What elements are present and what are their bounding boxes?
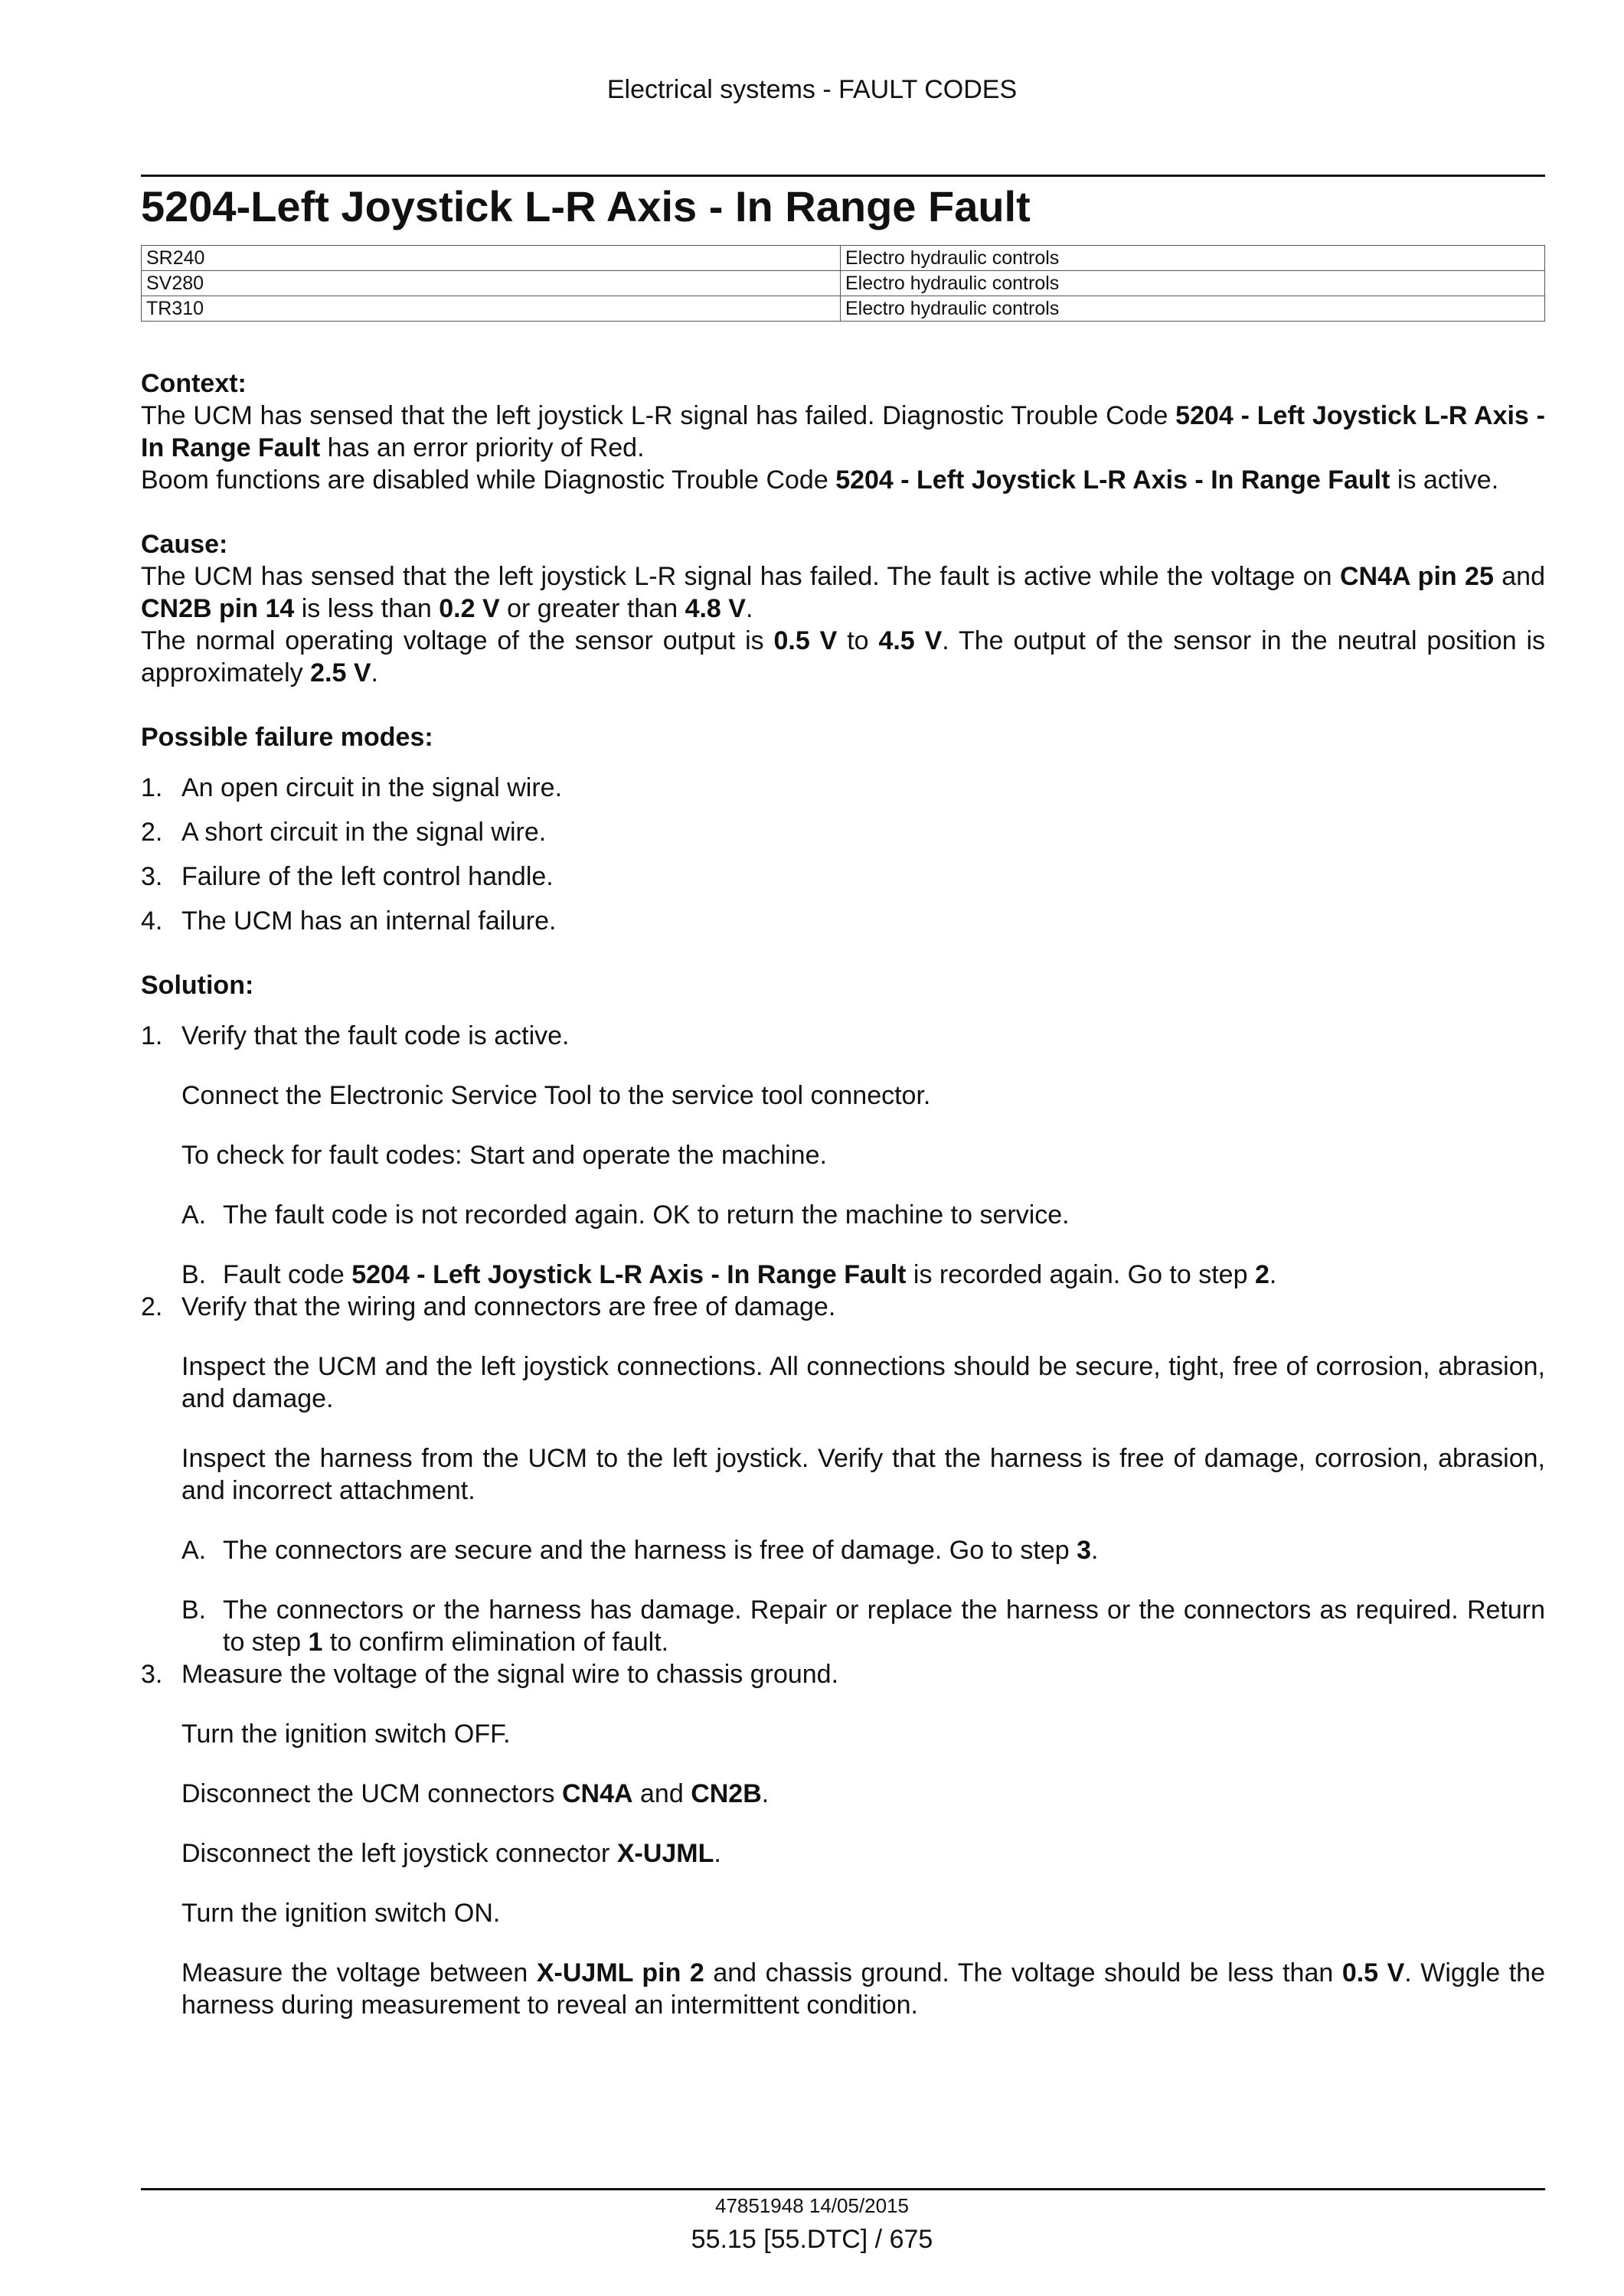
text-run: The UCM has sensed that the left joystick L-R signal has failed. The fault is active while the voltage on (141, 562, 1340, 591)
text-run: Disconnect the UCM connectors (181, 1779, 562, 1808)
context-paragraph (141, 400, 1545, 464)
text-run: . (745, 594, 753, 623)
text-run: is recorded again. Go to step (906, 1260, 1255, 1289)
sub-step (141, 1199, 1545, 1231)
sub-step-letter: A. (181, 1536, 207, 1565)
text-run: . (371, 658, 378, 687)
table-row (142, 296, 1545, 322)
sub-step (141, 1594, 1545, 1658)
fault-code-ref: 5204 - Left Joystick L-R Axis - In Range Fault (141, 401, 1545, 462)
voltage-value: 4.8 V (685, 594, 746, 623)
step-paragraph (141, 1778, 1545, 1810)
text-run: Disconnect the left joystick connector (181, 1839, 617, 1868)
sub-step-text: The fault code is not recorded again. OK to return the machine to service. (223, 1200, 1070, 1230)
failure-modes-heading: Possible failure modes: (141, 723, 433, 752)
list-item (141, 772, 1545, 804)
text-run: and chassis ground. The voltage should be less than (704, 1958, 1342, 1987)
model-cell: SR240 (142, 246, 841, 271)
footer-rule (141, 2188, 1545, 2190)
text-run: has an error priority of Red. (320, 433, 645, 462)
step-ref: 3 (1077, 1536, 1091, 1565)
text-run: . (714, 1839, 721, 1868)
system-cell: Electro hydraulic controls (841, 246, 1545, 271)
cause-heading: Cause: (141, 530, 228, 559)
solution-heading: Solution: (141, 971, 254, 1000)
step-paragraph: To check for fault codes: Start and operate the machine. (181, 1141, 827, 1170)
fault-code-ref: 5204 - Left Joystick L-R Axis - In Range Fault (351, 1260, 907, 1289)
text-run: Boom functions are disabled while Diagnostic Trouble Code (141, 465, 836, 495)
step-paragraph: Turn the ignition switch ON. (181, 1899, 501, 1928)
page-title: 5204-Left Joystick L-R Axis - In Range Fault (141, 182, 1031, 230)
connector-ref: CN2B (691, 1779, 762, 1808)
list-text: The UCM has an internal failure. (181, 906, 557, 936)
text-run: The normal operating voltage of the sensor output is (141, 626, 774, 655)
list-number: 4. (141, 906, 163, 936)
connector-ref: X-UJML (616, 1839, 714, 1868)
table-row (142, 246, 1545, 271)
step-ref: 1 (308, 1628, 323, 1657)
text-run: The UCM has sensed that the left joystick L-R signal has failed. Diagnostic Trouble Code (141, 401, 1176, 430)
running-header: Electrical systems - FAULT CODES (606, 75, 1018, 104)
step-text: Measure the voltage of the signal wire to chassis ground. (181, 1660, 839, 1689)
solution-step-1 (141, 1020, 1545, 1052)
voltage-value: 4.5 V (878, 626, 943, 655)
model-cell: SV280 (142, 271, 841, 296)
list-item (141, 816, 1545, 848)
step-paragraph: Inspect the UCM and the left joystick connections. All connections should be secure, tight, free of corrosion, abrasion, and damage. (181, 1352, 1545, 1413)
step-text: Verify that the wiring and connectors are free of damage. (181, 1292, 836, 1321)
context-paragraph (141, 464, 1545, 496)
step-paragraph: Inspect the harness from the UCM to the left joystick. Verify that the harness is free of damage, corrosion, abrasion, and incorrect attachment. (181, 1444, 1545, 1505)
sub-step-letter: B. (181, 1595, 207, 1625)
solution-step-3 (141, 1658, 1545, 1690)
model-cell: TR310 (142, 296, 841, 322)
solution-step-2 (141, 1291, 1545, 1323)
step-number: 3. (141, 1660, 163, 1689)
list-item (141, 905, 1545, 937)
voltage-value: 0.2 V (439, 594, 500, 623)
list-text: Failure of the left control handle. (181, 862, 554, 891)
pin-ref: X-UJML pin 2 (536, 1958, 704, 1987)
sub-step-letter: A. (181, 1200, 207, 1230)
step-text: Verify that the fault code is active. (181, 1021, 570, 1050)
list-number: 3. (141, 862, 163, 891)
text-run: . (1269, 1260, 1277, 1289)
list-text: A short circuit in the signal wire. (181, 818, 547, 847)
sub-step-letter: B. (181, 1260, 207, 1289)
system-cell: Electro hydraulic controls (841, 296, 1545, 322)
text-run: is less than (294, 594, 439, 623)
text-run: The connectors or the harness has damage. Repair or replace the harness or the connectors as required. Return to step (223, 1595, 1545, 1657)
text-run: . Wiggle the harness during measurement to reveal an intermittent condition. (181, 1958, 1546, 2020)
system-cell: Electro hydraulic controls (841, 271, 1545, 296)
text-run: and (632, 1779, 691, 1808)
text-run: is active. (1390, 465, 1499, 495)
list-text: An open circuit in the signal wire. (181, 773, 563, 802)
text-run: . The output of the sensor in the neutral position is approximately (141, 626, 1546, 687)
text-run: . (1091, 1536, 1099, 1565)
context-heading: Context: (141, 369, 247, 398)
voltage-value: 2.5 V (310, 658, 371, 687)
pin-ref: CN4A pin 25 (1339, 562, 1494, 591)
list-item (141, 861, 1545, 893)
document-body (141, 367, 1545, 2021)
fault-code-ref: 5204 - Left Joystick L-R Axis - In Range Fault (835, 465, 1390, 495)
voltage-value: 0.5 V (1341, 1958, 1405, 1987)
step-number: 1. (141, 1021, 163, 1050)
connector-ref: CN4A (561, 1779, 633, 1808)
text-run: or greater than (499, 594, 685, 623)
sub-step (141, 1259, 1545, 1291)
pin-ref: CN2B pin 14 (141, 594, 295, 623)
step-paragraph: Connect the Electronic Service Tool to the service tool connector. (181, 1081, 931, 1110)
step-number: 2. (141, 1292, 163, 1321)
text-run: Fault code (223, 1260, 352, 1289)
step-paragraph (141, 1837, 1545, 1870)
step-ref: 2 (1254, 1260, 1269, 1289)
voltage-value: 0.5 V (773, 626, 838, 655)
header-rule (141, 175, 1545, 177)
step-paragraph: Turn the ignition switch OFF. (181, 1720, 511, 1749)
text-run: to confirm elimination of fault. (322, 1628, 669, 1657)
model-table (141, 245, 1545, 322)
table-row (142, 271, 1545, 296)
text-run: and (1493, 562, 1545, 591)
text-run: The connectors are secure and the harness is free of damage. Go to step (223, 1536, 1077, 1565)
list-number: 2. (141, 818, 163, 847)
document-code: 47851948 14/05/2015 (714, 2194, 910, 2217)
page-number: 55.15 [55.DTC] / 675 (691, 2225, 933, 2254)
list-number: 1. (141, 773, 163, 802)
sub-step (141, 1534, 1545, 1566)
cause-paragraph (141, 560, 1545, 625)
text-run: . (761, 1779, 770, 1808)
cause-paragraph (141, 625, 1545, 689)
step-paragraph (141, 1957, 1545, 2021)
text-run: Measure the voltage between (181, 1958, 537, 1987)
text-run: to (837, 626, 879, 655)
